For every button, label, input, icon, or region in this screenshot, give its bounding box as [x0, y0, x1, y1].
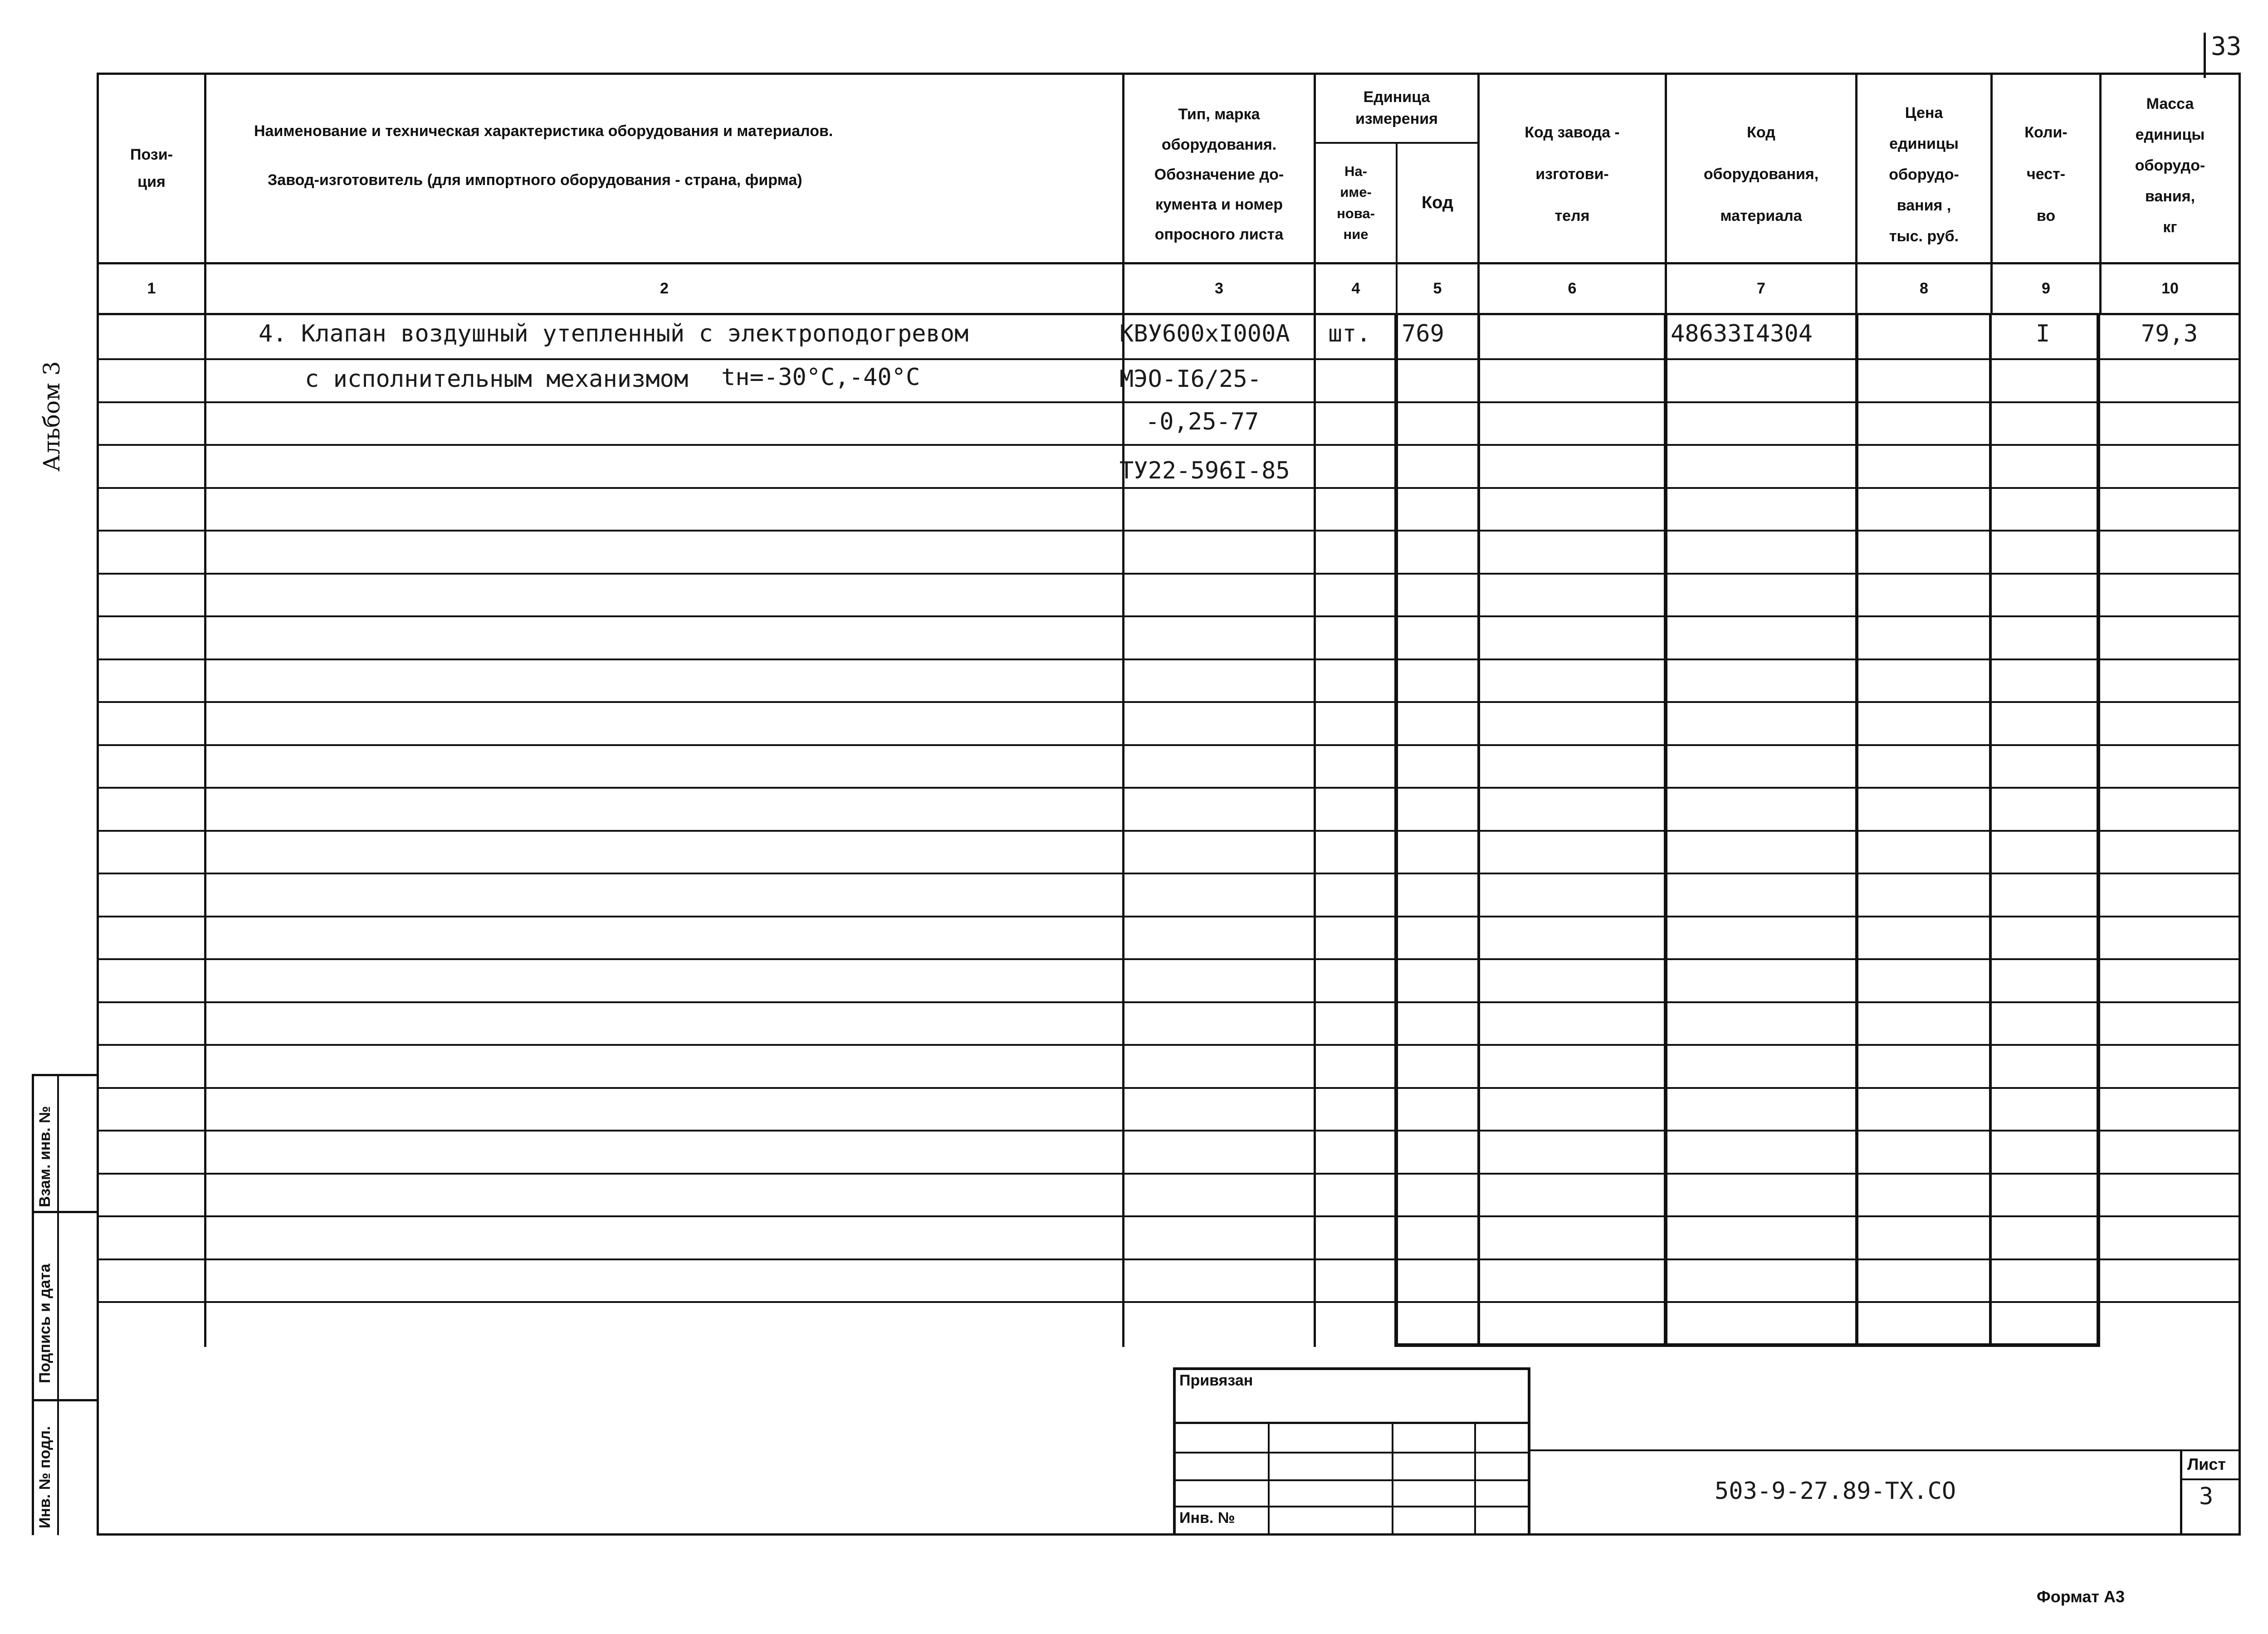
header-name-line1: Наименование и техническая характеристика оборудования и материалов.	[254, 122, 833, 140]
stamp-outer-left	[32, 1074, 34, 1535]
column-number-3: 3	[1215, 279, 1223, 297]
item-type-line4: ТУ22-596I-85	[1119, 457, 1290, 484]
column-number-7: 7	[1757, 279, 1765, 297]
table-row-line	[97, 1215, 2241, 1217]
col-line-3	[1314, 73, 1316, 1347]
stamp-inner-line	[57, 1074, 59, 1535]
item-name-line2: с исполнительным механизмом	[305, 366, 689, 393]
header-equip-code-line2: оборудования,	[1703, 166, 1819, 183]
titleblock-attached-label: Привязан	[1179, 1372, 1253, 1389]
header-type-line3: Обозначение до-	[1154, 166, 1284, 183]
table-row-line	[97, 1258, 2241, 1260]
header-unit-group	[1316, 75, 1477, 142]
header-type-line4: кумента и номер	[1155, 196, 1283, 214]
titleblock-sheet-divider	[2180, 1478, 2241, 1480]
table-row-line	[97, 1087, 2241, 1089]
stamp-divider-1	[32, 1211, 99, 1213]
header-unit-name	[1316, 144, 1396, 262]
table-right-border	[2239, 73, 2241, 1535]
titleblock-document-code: 503-9-27.89-ТХ.СО	[1715, 1478, 1956, 1505]
numrow-bottom-line	[97, 313, 2241, 315]
titleblock-sheet-number: 3	[2199, 1483, 2214, 1510]
header-mass-line3: оборудо-	[2135, 157, 2205, 174]
body-bottom-thick	[1394, 1343, 2100, 1347]
titleblock-attached-left	[1173, 1367, 1176, 1535]
table-row-line	[97, 787, 2241, 789]
header-name-line2: Завод-изготовитель (для импортного оборудования - страна, фирма)	[268, 171, 802, 189]
table-row-line	[97, 444, 2241, 446]
column-number-4: 4	[1351, 279, 1360, 297]
header-price-line4: вания ,	[1897, 197, 1951, 214]
item-temperature: tн=-30°С,-40°С	[721, 364, 920, 391]
column-number-2: 2	[660, 279, 669, 297]
header-type-line2: оборудования.	[1161, 136, 1277, 153]
column-number-5: 5	[1433, 279, 1442, 297]
header-price-line5: тыс. руб.	[1889, 228, 1959, 245]
header-equip-code-line3: материала	[1720, 207, 1802, 224]
titleblock-sheet-label: Лист	[2187, 1455, 2226, 1473]
header-equip-code-line1: Код	[1747, 124, 1775, 141]
item-unit-name: шт.	[1328, 320, 1371, 347]
table-row-line	[97, 1044, 2241, 1046]
titleblock-col-2	[1392, 1422, 1393, 1535]
format-label: Формат А3	[2037, 1587, 2125, 1606]
table-row-line	[97, 958, 2241, 960]
header-maker-code-line2: изготови-	[1535, 166, 1609, 183]
table-row-line	[97, 701, 2241, 703]
table-row-line	[97, 1001, 2241, 1003]
header-unit-name-line4: ние	[1343, 226, 1369, 242]
header-mass	[2102, 82, 2239, 249]
page-number: 33	[2211, 32, 2242, 61]
header-qty-line1: Коли-	[2024, 124, 2068, 141]
header-mass-line5: кг	[2163, 219, 2177, 236]
column-number-10: 10	[2161, 279, 2179, 297]
header-unit-code: Код	[1421, 193, 1454, 213]
album-label: Альбом 3	[39, 361, 65, 472]
table-bottom-border	[97, 1533, 2241, 1536]
header-qty-line2: чест-	[2026, 166, 2066, 183]
table-row-line	[97, 916, 2241, 917]
item-quantity: I	[2036, 320, 2050, 347]
table-row-line	[97, 358, 2241, 360]
col-line-1	[204, 73, 206, 1347]
stamp-divider-2	[32, 1399, 99, 1401]
table-row-line	[97, 873, 2241, 874]
item-equipment-code: 48633I4304	[1671, 320, 1813, 347]
table-row-line	[97, 658, 2241, 660]
item-name-line1: 4. Клапан воздушный утепленный с электроподогревом	[259, 320, 969, 347]
stamp-replace-inv: Взам. инв. №	[36, 1106, 54, 1207]
item-type-line2: МЭО-I6/25-	[1119, 366, 1262, 393]
header-unit-name-line2: име-	[1340, 184, 1372, 200]
titleblock-inv-label: Инв. №	[1179, 1509, 1235, 1527]
header-price-line2: единицы	[1889, 135, 1959, 152]
header-maker-code-line1: Код завода -	[1525, 124, 1620, 141]
table-row-line	[97, 573, 2241, 575]
column-number-9: 9	[2042, 279, 2050, 297]
page-number-rule	[2204, 33, 2206, 78]
table-row-line	[97, 530, 2241, 532]
titleblock-code-top	[1528, 1449, 2241, 1451]
header-qty	[1993, 91, 2099, 259]
titleblock-row-3	[1173, 1479, 1530, 1481]
col-line-2	[1122, 73, 1124, 1347]
table-row-line	[97, 487, 2241, 489]
header-type-line5: опросного листа	[1154, 226, 1284, 244]
titleblock-row-2	[1173, 1452, 1530, 1454]
column-number-8: 8	[1920, 279, 1928, 297]
header-maker-code	[1480, 91, 1665, 259]
titleblock-col-1	[1268, 1422, 1270, 1535]
item-unit-code: 769	[1402, 320, 1444, 347]
header-type-line1: Тип, марка	[1178, 106, 1260, 123]
header-price	[1857, 91, 1990, 259]
titleblock-row-1	[1173, 1422, 1530, 1424]
titleblock-col-3	[1474, 1422, 1476, 1535]
header-mass-line1: Масса	[2146, 95, 2194, 112]
header-mass-line2: единицы	[2135, 126, 2205, 143]
table-row-line	[97, 1130, 2241, 1132]
table-row-line	[97, 615, 2241, 617]
header-unit-group-line1: Единица	[1363, 88, 1430, 106]
table-row-line	[97, 401, 2241, 403]
header-equip-code	[1667, 91, 1855, 259]
header-mass-line4: вания,	[2145, 188, 2195, 205]
titleblock-row-4	[1173, 1506, 1530, 1507]
header-unit-name-line3: нова-	[1337, 205, 1375, 221]
stamp-signature-date: Подпись и дата	[36, 1263, 54, 1383]
header-type	[1124, 91, 1314, 259]
titleblock-attached-right	[1528, 1367, 1530, 1535]
column-number-6: 6	[1568, 279, 1577, 297]
header-price-line1: Цена	[1905, 104, 1943, 122]
table-row-line	[97, 1173, 2241, 1175]
table-row-line	[97, 830, 2241, 832]
header-unit-name-line1: На-	[1344, 163, 1367, 179]
stamp-top	[32, 1074, 99, 1076]
item-type-line1: КВУ600хI000А	[1119, 320, 1290, 347]
table-top-border	[97, 73, 2241, 75]
column-number-1: 1	[147, 279, 156, 297]
stamp-original-inv: Инв. № подл.	[36, 1426, 54, 1528]
header-position	[99, 75, 204, 262]
titleblock-attached-top	[1173, 1367, 1530, 1370]
header-maker-code-line3: теля	[1554, 207, 1590, 224]
titleblock-sheet-left	[2180, 1449, 2182, 1536]
item-type-line3: -0,25-77	[1145, 408, 1259, 435]
item-mass: 79,3	[2141, 320, 2198, 347]
table-row-line	[97, 1301, 2241, 1303]
table-row-line	[97, 744, 2241, 746]
header-price-line3: оборудо-	[1889, 166, 1959, 183]
header-unit-group-line2: измерения	[1355, 110, 1438, 127]
header-position-line2: ция	[137, 173, 166, 190]
header-qty-line3: во	[2036, 207, 2056, 224]
header-position-line1: Пози-	[130, 146, 173, 163]
